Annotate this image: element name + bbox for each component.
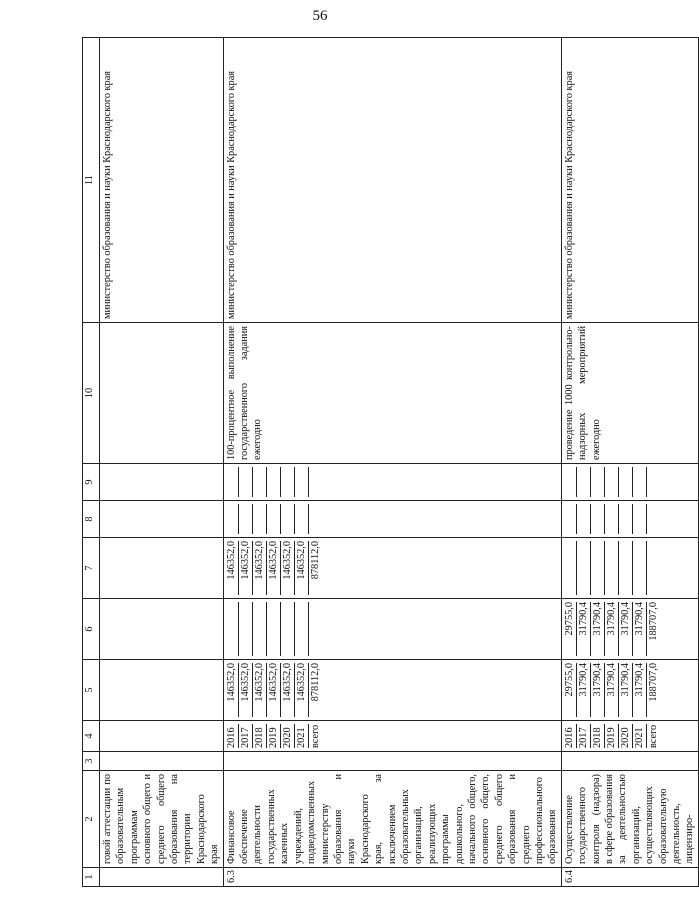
value: 146352,0 [239,663,253,717]
value: 146352,0 [281,541,295,595]
program-activities-table [82,37,699,887]
value-total: 878112,0 [309,663,321,702]
years-column [223,721,561,752]
other-funding [223,464,561,501]
value: 146352,0 [281,663,295,717]
year: 2018 [591,724,605,748]
value: 146352,0 [239,541,253,595]
column-header-8: 8 [83,501,100,538]
activity-text: говой аттестации по образовательным программам основного общего и среднего общего образования на территории Краснодарского края [100,771,224,868]
value: 31790,4 [591,602,605,656]
executor: министерство образования и науки Краснодарского края [561,38,698,323]
expected-result: 100-процентное выполнение государственного задания ежегодно [223,323,561,464]
year: 2016 [563,724,577,748]
rotated-table-sheet [82,37,696,887]
executor: министерство образования и науки Краснодарского края [223,38,561,323]
column-header-4: 4 [83,721,100,752]
year-total: всего [309,724,321,748]
local-funding [561,501,698,538]
value: 29755,0 [563,663,577,717]
value: 146352,0 [225,541,239,595]
value: 146352,0 [295,541,309,595]
table-row-6-4 [561,38,698,887]
year: 2018 [253,724,267,748]
column-header-6: 6 [83,599,100,660]
federal-funding [561,599,698,660]
year: 2020 [619,724,633,748]
column-header-9: 9 [83,464,100,501]
year: 2019 [605,724,619,748]
row-number: 6.3 [223,868,561,887]
value: 146352,0 [295,663,309,717]
column-number-row [83,38,100,887]
value: 31790,4 [591,663,605,717]
value: 146352,0 [267,663,281,717]
column-header-11: 11 [83,38,100,323]
value: 31790,4 [619,663,633,717]
year: 2017 [239,724,253,748]
expected-result: проведение 1000 контрольно-надзорных мероприятий ежегодно [561,323,698,464]
federal-funding [223,599,561,660]
row-number [100,868,224,887]
value: 146352,0 [225,663,239,717]
value-total: 188707,0 [647,663,659,702]
value: 31790,4 [577,663,591,717]
regional-funding [223,538,561,599]
year: 2016 [225,724,239,748]
value: 146352,0 [267,541,281,595]
value: 31790,4 [633,663,647,717]
year: 2020 [281,724,295,748]
column-header-2: 2 [83,771,100,868]
regional-funding [561,538,698,599]
years-column [561,721,698,752]
activity-text: Осуществление государственного контроля (надзора) в сфере образования за деятельностью организаций, осуществляющих образовательную деятельность, лицензиро- [561,771,698,868]
table-row-continuation [100,38,224,887]
total-funding [561,660,698,721]
executor: министерство образования и науки Краснодарского края [100,38,224,323]
value-total: 878112,0 [309,541,321,580]
value: 146352,0 [253,541,267,595]
value: 31790,4 [605,602,619,656]
year: 2019 [267,724,281,748]
column-header-3: 3 [83,752,100,771]
local-funding [223,501,561,538]
value: 31790,4 [577,602,591,656]
column-header-5: 5 [83,660,100,721]
column-header-7: 7 [83,538,100,599]
value: 146352,0 [253,663,267,717]
activity-text: Финансовое обеспечение деятельности государственных казенных учреждений, подведомственных министерству образования и науки Краснодарского края, за исключением образовательных организаций, реализующих программы дошкольного, начального общего, основного общего, среднего общего образования и среднего профессионального образования [223,771,561,868]
total-funding [223,660,561,721]
row-number: 6.4 [561,868,698,887]
column-header-10: 10 [83,323,100,464]
value-total: 188707,0 [647,602,659,641]
year: 2021 [633,724,647,748]
page-number: 56 [312,8,328,24]
value: 29755,0 [563,602,577,656]
other-funding [561,464,698,501]
table-row-6-3 [223,38,561,887]
column-header-1: 1 [83,868,100,887]
value: 31790,4 [619,602,633,656]
year: 2017 [577,724,591,748]
value: 31790,4 [605,663,619,717]
year: 2021 [295,724,309,748]
value: 31790,4 [633,602,647,656]
year-total: всего [647,724,659,748]
